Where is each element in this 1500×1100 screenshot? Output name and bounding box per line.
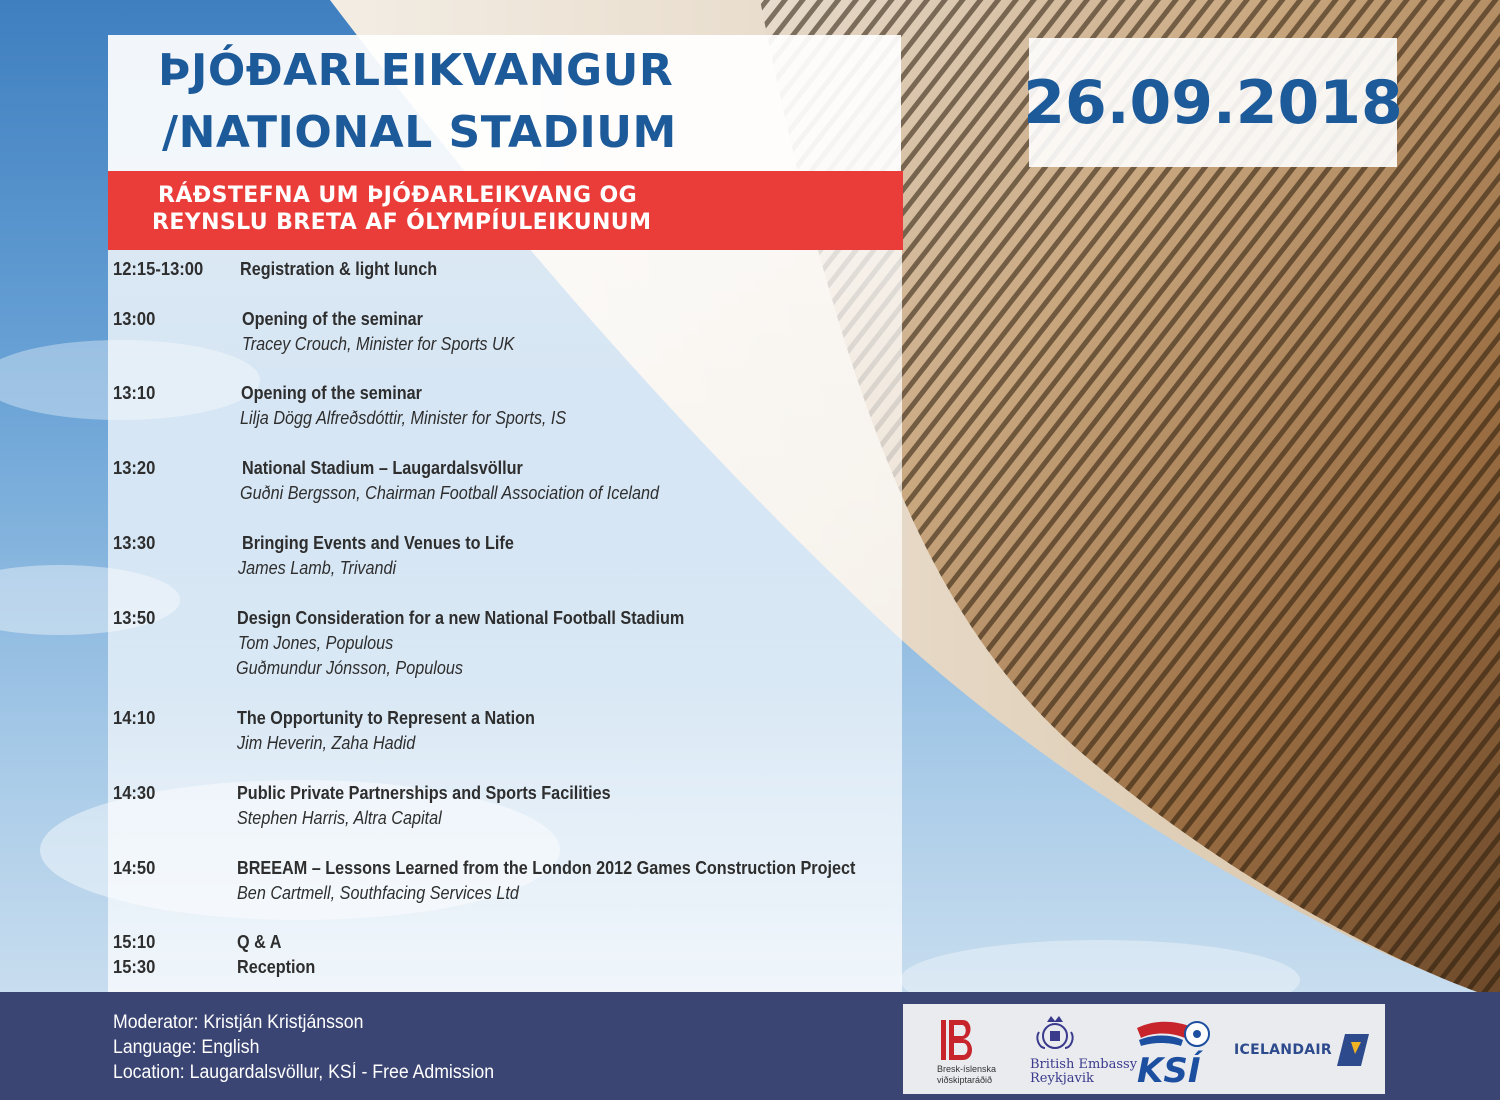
event-date: 26.09.2018 (1023, 67, 1403, 138)
ksi-logo-icon (1133, 1014, 1213, 1086)
sponsor-logos (903, 1004, 1385, 1094)
program-title: The Opportunity to Represent a Nation (237, 708, 535, 728)
program-title: Reception (237, 957, 316, 977)
footer-moderator: Moderator: Kristján Kristjánsson (113, 1012, 364, 1033)
program-title: BREEAM – Lessons Learned from the London 2012 Games Construction Project (237, 858, 856, 878)
program-speaker: Ben Cartmell, Southfacing Services Ltd (237, 883, 519, 903)
program-title: Q & A (237, 932, 282, 952)
program-schedule (108, 250, 902, 992)
date-box (1023, 38, 1403, 167)
subtitle-line-1: RÁÐSTEFNA UM ÞJÓÐARLEIKVANG OG (158, 183, 638, 208)
bresk-islenska-logo-icon (939, 1018, 979, 1062)
program-title: Opening of the seminar (241, 383, 422, 403)
program-title: Design Consideration for a new National Football Stadium (237, 608, 685, 628)
program-title: Opening of the seminar (242, 309, 423, 329)
program-speaker: Tracey Crouch, Minister for Sports UK (242, 334, 515, 354)
british-embassy-logo-text: British Embassy Reykjavik (1030, 1057, 1138, 1086)
program-title: Registration & light lunch (240, 259, 438, 279)
program-time: 13:00 (113, 309, 156, 329)
subtitle-line-2: REYNSLU BRETA AF ÓLYMPÍULEIKUNUM (152, 210, 652, 235)
program-speaker: James Lamb, Trivandi (238, 558, 397, 578)
icelandair-logo-text: ICELANDAIR (1234, 1042, 1332, 1058)
program-time: 14:10 (113, 708, 156, 728)
footer-location: Location: Laugardalsvöllur, KSÍ - Free Admission (113, 1062, 495, 1083)
svg-text:KSÍ: KSÍ (1137, 1051, 1201, 1086)
program-speaker: Guðmundur Jónsson, Populous (236, 658, 463, 678)
program-title: National Stadium – Laugardalsvöllur (242, 458, 523, 478)
program-time: 13:30 (113, 533, 156, 553)
program-title: Public Private Partnerships and Sports Facilities (237, 783, 611, 803)
footer-language: Language: English (113, 1037, 260, 1058)
program-time: 14:30 (113, 783, 156, 803)
title-box (108, 35, 901, 171)
program-time: 13:20 (113, 458, 156, 478)
page-title-english: /NATIONAL STADIUM (162, 107, 677, 158)
program-time: 13:10 (113, 383, 156, 403)
program-speaker: Jim Heverin, Zaha Hadid (237, 733, 416, 753)
program-time: 12:15-13:00 (113, 259, 204, 279)
subtitle-banner (108, 171, 903, 250)
program-speaker: Tom Jones, Populous (238, 633, 394, 653)
program-time: 15:30 (113, 957, 156, 977)
program-time: 14:50 (113, 858, 156, 878)
program-speaker: Guðni Bergsson, Chairman Football Association of Iceland (240, 483, 660, 503)
royal-crest-icon (1033, 1012, 1077, 1056)
program-title: Bringing Events and Venues to Life (242, 533, 514, 553)
program-time: 15:10 (113, 932, 156, 952)
program-time: 13:50 (113, 608, 156, 628)
page-title-icelandic: ÞJÓÐARLEIKVANGUR (158, 45, 674, 96)
bresk-islenska-logo-text: Bresk-íslenska viðskiptaráðið (937, 1064, 997, 1085)
program-speaker: Stephen Harris, Altra Capital (237, 808, 442, 828)
program-speaker: Lilja Dögg Alfreðsdóttir, Minister for Sports, IS (240, 408, 567, 428)
